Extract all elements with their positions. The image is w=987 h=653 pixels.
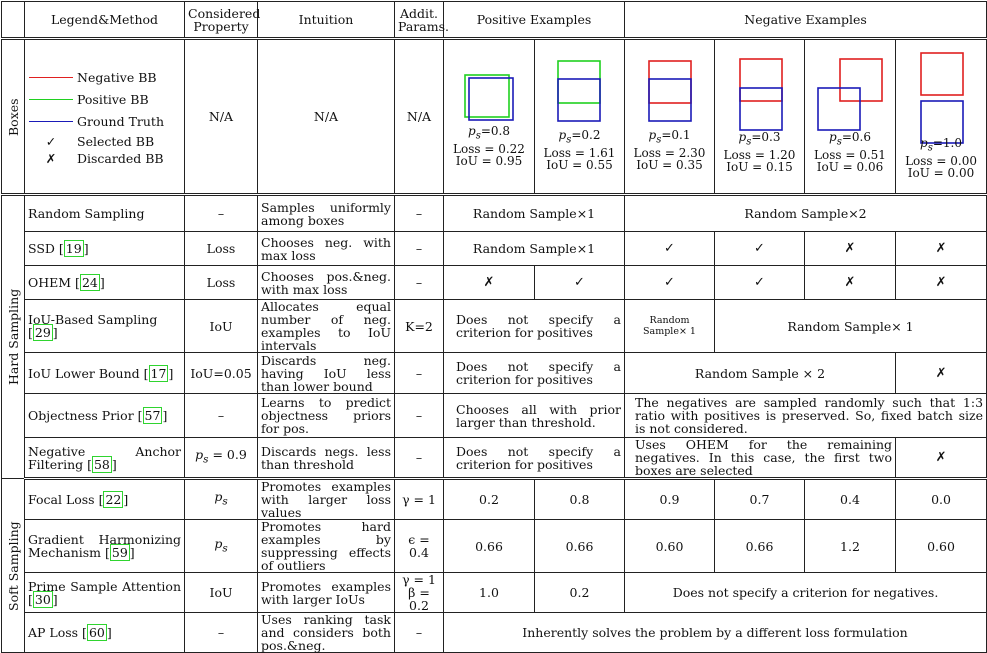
legend-selected-bb: ✓ Selected BB: [29, 133, 181, 150]
cross-icon: ✗: [805, 266, 896, 300]
example-3-stats: $p_s=0.1$ Loss = 2.30 IoU = 0.35: [633, 128, 706, 173]
cross-icon: ✗: [444, 266, 535, 300]
method-prime-sample-attention: Prime Sample Attention [ 30 ]: [25, 573, 185, 613]
citation-link[interactable]: 17: [150, 365, 167, 381]
example-2-stats: $p_s=0.2$ Loss = 1.61 IoU = 0.55: [543, 128, 616, 173]
negative-line-icon: [29, 77, 73, 78]
row-objectness-prior: Objectness Prior [ 57 ] – Learns to predict objectness priors for pos. – Chooses all with prior larger than threshold. The negatives are sampled randomly such that 1:3 ratio with positives is preserved. So, fixed batch size is not considered.: [2, 394, 987, 438]
cross-icon: ✗: [896, 353, 987, 394]
method-iou-based-sampling: IoU-Based Sampling [ 29 ]: [25, 300, 185, 353]
row-prime-sample-attention: Prime Sample Attention [ 30 ] IoU Promotes examples with larger IoUs γ = 1 β = 0.2 1.0 0.2 Does not specify a criterion for negatives.: [2, 573, 987, 613]
example-4-stats: $p_s=0.3$ Loss = 1.20 IoU = 0.15: [723, 130, 796, 175]
check-icon: ✓: [625, 232, 715, 266]
header-intuition: Intuition: [258, 2, 395, 39]
ground-truth-line-icon: [29, 121, 73, 122]
cross-icon: ✗: [805, 232, 896, 266]
citation-link[interactable]: 22: [105, 492, 122, 507]
method-random-sampling: Random Sampling: [25, 195, 185, 232]
citation-link[interactable]: 60: [88, 625, 105, 640]
method-gradient-harmonizing: Gradient Harmonizing Mechanism [ 59 ]: [25, 520, 185, 573]
boxes-section-label: Boxes: [2, 39, 25, 195]
legend-cell: [25, 39, 185, 195]
method-ap-loss: AP Loss [ 60 ]: [25, 613, 185, 653]
cross-icon: ✗: [45, 150, 57, 166]
method-ssd: SSD [ 19 ]: [25, 232, 185, 266]
example-6-stats: $p_s=1.0$ Loss = 0.00 IoU = 0.00: [905, 136, 977, 181]
row-focal-loss: Soft Sampling Focal Loss [ 22 ] $p_s$ Promotes examples with larger loss values γ = 1 0.2 0.8 0.9 0.7 0.4 0.0: [2, 479, 987, 520]
legend-positive-bb: Positive BB: [29, 89, 181, 111]
method-iou-lower-bound: IoU Lower Bound [ 17 ]: [25, 353, 185, 394]
row-iou-lower-bound: IoU Lower Bound [ 17 ] IoU=0.05 Discards neg. having IoU less than lower bound – Does not specify a criterion for positives Random Sample × 2 ✗: [2, 353, 987, 394]
header-row: [2, 2, 987, 39]
cross-icon: ✗: [896, 438, 987, 479]
method-objectness-prior: Objectness Prior [ 57 ]: [25, 394, 185, 438]
method-negative-anchor-filtering: Negative Anchor Filtering [ 58 ]: [25, 438, 185, 479]
hard-sampling-section-label: Hard Sampling: [2, 195, 25, 479]
header-considered-property: Considered Property: [185, 2, 258, 39]
boxes-row: [2, 39, 987, 195]
boxes-property: N/A: [185, 39, 258, 195]
header-addit-params: Addit. Params.: [395, 2, 444, 39]
row-random-sampling: Hard Sampling Random Sampling – Samples uniformly among boxes – Random Sample×1 Random Sample×2: [2, 195, 987, 232]
legend-discarded-bb: ✗ Discarded BB: [29, 150, 181, 167]
row-ssd: SSD [ 19 ] Loss Chooses neg. with max loss – Random Sample×1 ✓ ✓ ✗ ✗: [2, 232, 987, 266]
example-3: [625, 39, 715, 195]
check-icon: ✓: [535, 266, 625, 300]
citation-link[interactable]: 59: [111, 545, 128, 560]
legend-ground-truth: Ground Truth: [29, 111, 181, 133]
soft-sampling-section-label: Soft Sampling: [2, 479, 25, 653]
example-5: [805, 39, 896, 195]
citation-link[interactable]: 57: [144, 408, 161, 423]
check-icon: ✓: [45, 133, 57, 149]
positive-line-icon: [29, 99, 73, 100]
row-negative-anchor-filtering: Negative Anchor Filtering [ 58 ] $p_s = 0.9$ Discards negs. less than threshold – Does not specify a criterion for positives Uses OHEM for the remaining negatives. In this case, the first two boxes are selected ✗: [2, 438, 987, 479]
cross-icon: ✗: [896, 266, 987, 300]
check-icon: ✓: [625, 266, 715, 300]
citation-link[interactable]: 24: [81, 275, 98, 290]
legend-negative-bb: Negative BB: [29, 67, 181, 89]
row-ohem: OHEM [ 24 ] Loss Chooses pos.&neg. with max loss – ✗ ✓ ✓ ✓ ✗ ✗: [2, 266, 987, 300]
header-negative-examples: Negative Examples: [625, 2, 987, 39]
row-gradient-harmonizing: Gradient Harmonizing Mechanism [ 59 ] $p_s$ Promotes hard examples by suppressing effects of outliers ϵ = 0.4 0.66 0.66 0.60 0.66 1.2 0.60: [2, 520, 987, 573]
boxes-intuition: N/A: [258, 39, 395, 195]
check-icon: ✓: [715, 266, 805, 300]
row-iou-based-sampling: IoU-Based Sampling [ 29 ] IoU Allocates equal number of neg. examples to IoU intervals K=2 Does not specify a criterion for positives Random Sample× 1 Random Sample× 1: [2, 300, 987, 353]
example-4: [715, 39, 805, 195]
method-ohem: OHEM [ 24 ]: [25, 266, 185, 300]
header-legend-method: Legend&Method: [25, 2, 185, 39]
cross-icon: ✗: [896, 232, 987, 266]
sampling-methods-table: [1, 1, 987, 653]
example-5-stats: $p_s=0.6$ Loss = 0.51 IoU = 0.06: [814, 130, 886, 175]
citation-link[interactable]: 19: [65, 241, 82, 256]
header-positive-examples: Positive Examples: [444, 2, 625, 39]
row-ap-loss: AP Loss [ 60 ] – Uses ranking task and considers both pos.&neg. – Inherently solves the problem by a different loss formulation: [2, 613, 987, 653]
header-corner: [2, 2, 25, 39]
citation-link[interactable]: 29: [34, 325, 51, 340]
example-1: [444, 39, 535, 195]
check-icon: ✓: [715, 232, 805, 266]
citation-link[interactable]: 58: [93, 456, 110, 472]
example-6: [896, 39, 987, 195]
example-1-stats: $p_s=0.8$ Loss = 0.22 IoU = 0.95: [453, 124, 525, 169]
citation-link[interactable]: 30: [34, 591, 51, 607]
boxes-params: N/A: [395, 39, 444, 195]
method-focal-loss: Focal Loss [ 22 ]: [25, 479, 185, 520]
example-2: [535, 39, 625, 195]
